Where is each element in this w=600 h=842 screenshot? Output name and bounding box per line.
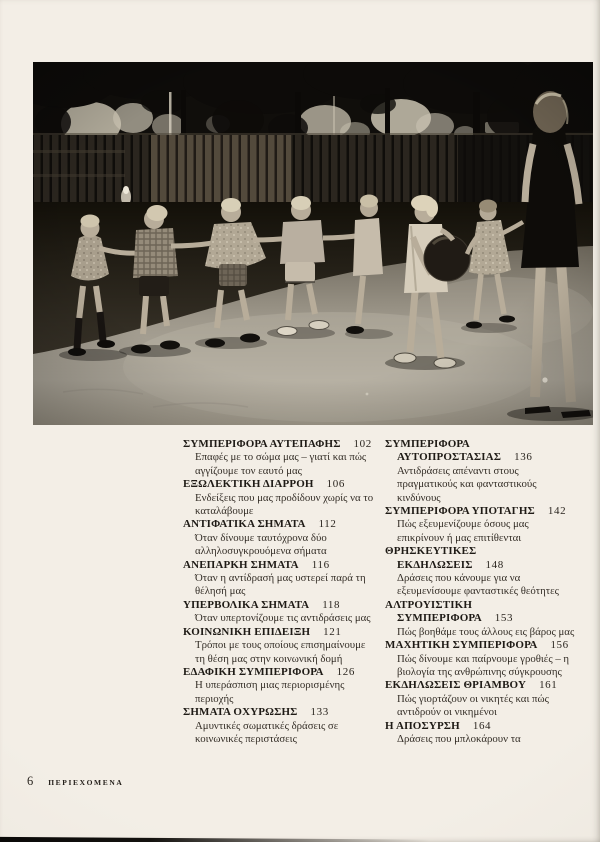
toc-entry-heading [183, 599, 375, 612]
toc-entry-subtitle: Όταν υπερτονίζουμε τις αντιδράσεις μας [195, 612, 371, 625]
toc-left-column [183, 438, 375, 746]
toc-entry-subtitle: Ενδείξεις που μας προδίδουν χωρίς να το καταλάβουμε [195, 491, 374, 518]
toc-entry-subtitle: Η υπεράσπιση μιας περιορισμένης περιοχής [195, 679, 345, 705]
toc-entry-subtitle: Δράσεις που κάνουμε για να εξευμενίσουμε φανταστικές θεότητες [397, 572, 559, 598]
toc-entry-page-number: 148 [485, 558, 504, 571]
toc-entry-subtitle: Πώς δίνουμε και παίρνουμε γροθιές – η βιολογία της ανθρώπινης σύγκρουσης [397, 652, 570, 678]
toc-entry-heading [385, 639, 577, 652]
toc-entry [385, 545, 577, 599]
toc-entry-page-number: 133 [310, 706, 329, 719]
toc-entry-subtitle: Όταν δίνουμε ταυτόχρονα δύο αλληλοσυγκρουόμενα σήματα [195, 531, 327, 558]
toc-entry-subtitle: Τρόποι με τους οποίους επισημαίνουμε τη θέση μας στην κοινωνική δομή [195, 639, 366, 665]
toc-entry-heading [183, 478, 375, 491]
toc-entry [183, 518, 375, 558]
toc-entry-heading [385, 438, 577, 465]
toc-entry [385, 639, 577, 679]
toc-entry-heading [183, 518, 375, 531]
toc-entry-title: ΕΔΑΦΙΚΗ ΣΥΜΠΕΡΙΦΟΡΑ [183, 665, 324, 678]
toc-entry [385, 505, 577, 545]
children-playing-line-photo [33, 62, 593, 425]
toc-entry [183, 666, 375, 706]
toc-entry-page-number: 142 [547, 505, 567, 518]
toc-entry [385, 438, 577, 505]
toc-entry-heading [183, 666, 375, 679]
toc-entry-title: ΣΥΜΠΕΡΙΦΟΡΑ ΑΥΤΕΠΑΦΗΣ [183, 438, 341, 450]
toc-entry [183, 706, 375, 746]
toc-entry-subtitle: Δράσεις που μπλοκάρουν τα [397, 732, 521, 745]
toc-entry-heading [183, 438, 375, 451]
toc-entry-title: ΕΞΩΛΕΚΤΙΚΗ ΔΙΑΡΡΟΗ [183, 478, 314, 491]
toc-entry-title: ΘΡΗΣΚΕΥΤΙΚΕΣ ΕΚΔΗΛΩΣΕΙΣ [385, 545, 477, 571]
toc-entry-page-number: 116 [311, 558, 330, 571]
page-footer [27, 774, 123, 789]
toc-entry [183, 478, 375, 518]
toc-entry-title: ΑΝΤΙΦΑΤΙΚΑ ΣΗΜΑΤΑ [183, 518, 306, 531]
toc-entry-page-number: 156 [550, 639, 569, 652]
toc-entry-title: ΚΟΙΝΩΝΙΚΗ ΕΠΙΔΕΙΞΗ [183, 625, 311, 638]
toc-entry-page-number: 136 [514, 451, 533, 464]
scan-edge-artifact [0, 836, 430, 842]
toc-entry-title: Η ΑΠΟΣΥΡΣΗ [385, 719, 460, 732]
toc-entry-title: ΥΠΕΡΒΟΛΙΚΑ ΣΗΜΑΤΑ [183, 598, 310, 611]
section-label: ΠΕΡΙΕΧΟΜΕΝΑ [48, 778, 124, 787]
toc-entry-subtitle: Όταν η αντίδρασή μας υστερεί παρά τη θέλησή μας [195, 572, 366, 598]
toc-entry-title: ΜΑΧΗΤΙΚΗ ΣΥΜΠΕΡΙΦΟΡΑ [385, 639, 538, 652]
toc-entry [183, 438, 375, 478]
toc-entry-title: ΣΗΜΑΤΑ ΟΧΥΡΩΣΗΣ [183, 706, 298, 719]
toc-entry-page-number: 102 [353, 438, 372, 450]
toc-entry-heading [385, 599, 577, 626]
photo-illustration [33, 62, 593, 425]
toc-entry-page-number: 118 [322, 598, 341, 611]
toc-entry-heading [385, 545, 577, 572]
toc-entry-subtitle: Αντιδράσεις απέναντι στους πραγματικούς και φανταστικούς κινδύνους [397, 464, 537, 504]
toc-entry [385, 679, 577, 719]
toc-entry-page-number: 164 [472, 719, 492, 732]
toc-entry-subtitle: Επαφές με το σώμα μας – γιατί και πώς αγγίζουμε τον εαυτό μας [195, 451, 367, 477]
toc-entry-page-number: 106 [326, 478, 345, 491]
toc-entry-title: ΣΥΜΠΕΡΙΦΟΡΑ ΑΥΤΟΠΡΟΣΤΑΣΙΑΣ [385, 438, 502, 464]
toc-entry-title: ΣΥΜΠΕΡΙΦΟΡΑ ΥΠΟΤΑΓΗΣ [385, 505, 535, 518]
toc-entry [385, 599, 577, 639]
toc-entry-page-number: 126 [336, 665, 355, 678]
table-of-contents [183, 438, 577, 746]
page-number: 6 [27, 774, 34, 788]
toc-right-column [385, 438, 577, 746]
toc-entry-title: ΕΚΔΗΛΩΣΕΙΣ ΘΡΙΑΜΒΟΥ [385, 679, 527, 692]
toc-entry-page-number: 153 [494, 612, 514, 625]
toc-entry-heading [183, 706, 375, 719]
toc-entry-heading [183, 559, 375, 572]
toc-entry-heading [385, 720, 577, 733]
toc-entry-subtitle: Πώς βοηθάμε τους άλλους εις βάρος μας [397, 625, 575, 638]
toc-entry [183, 559, 375, 599]
toc-entry-subtitle: Πώς εξευμενίζουμε όσους μας επικρίνουν ή μας επιτίθενται [397, 518, 529, 544]
toc-entry-subtitle: Πώς γιορτάζουν οι νικητές και πώς αντιδρούν οι νικημένοι [397, 692, 549, 719]
toc-entry-page-number: 121 [323, 625, 342, 638]
toc-entry-page-number: 112 [318, 518, 337, 531]
toc-entry [183, 626, 375, 666]
toc-entry [385, 720, 577, 747]
toc-entry-title: ΑΛΤΡΟΥΙΣΤΙΚΗ ΣΥΜΠΕΡΙΦΟΡΑ [385, 598, 482, 625]
toc-entry [183, 599, 375, 626]
toc-entry-page-number: 161 [539, 679, 558, 692]
toc-entry-title: ΑΝΕΠΑΡΚΗ ΣΗΜΑΤΑ [183, 558, 299, 571]
toc-entry-heading [385, 505, 577, 518]
toc-entry-heading [183, 626, 375, 639]
toc-entry-subtitle: Αμυντικές σωματικές δράσεις σε κοινωνικές περιστάσεις [195, 719, 339, 745]
toc-entry-heading [385, 679, 577, 692]
